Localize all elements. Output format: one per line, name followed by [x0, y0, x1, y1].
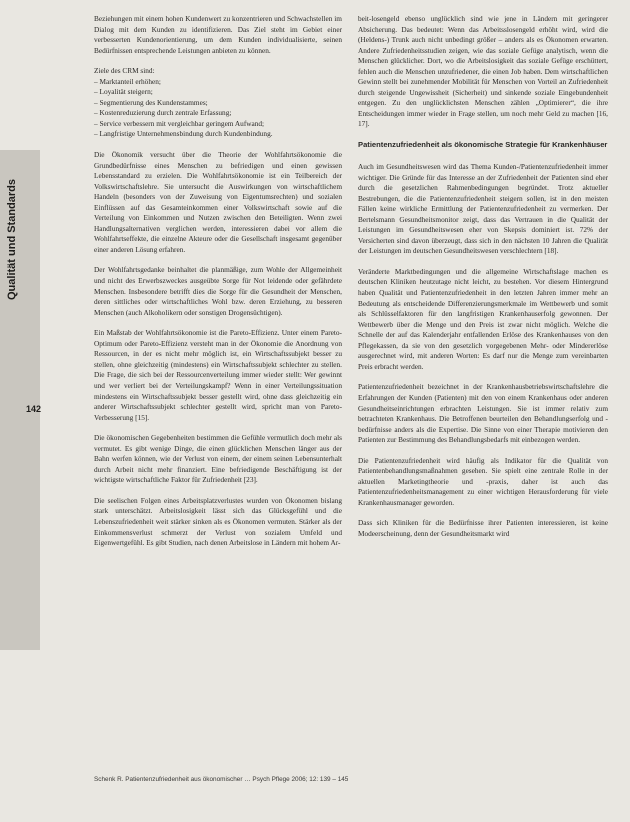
unemployment-paragraph: Die seelischen Folgen eines Arbeitsplatzverlustes wurden von Ökonomen bislang stark unterschätzt. Arbeitslosigkeit lässt sich das Glücksgefühl und die Lebenszufriedenheit weit stärker sinken als es Ökonomen vermuten. Stärker als der Einkommensverlust schmerzt der Verlust von sozialem Umfeld und Eigenwertgefühl. Es gibt Studien, nach denen Arbeitslose in Ländern mit hohem Ar- — [94, 495, 342, 548]
happiness-paragraph: Die ökonomischen Gegebenheiten bestimmen die Gefühle vermutlich doch mehr als vermutet. Es gibt wenige Dinge, die einen glücklichen Menschen länger aus der Bahn werfen können, wie der Verlust von einem, der einem seinen Lebensunterhalt durch Arbeit nicht mehr finanziert. Eine befriedigende Beschäftigung ist der wichtigste wirtschaftliche Faktor für Zufriedenheit [23]. — [94, 433, 342, 485]
patient-paragraph: Auch im Gesundheitswesen wird das Thema Kunden-/Patientenzufriedenheit immer wichtiger. Die Gründe für das Interesse an der Zufriedenheit der Patienten sind eher durch die gesetzlichen Rahmenbedingungen begründet. Trotz aktueller Bestrebungen, die die Patientenzufriedenheit steigern sollen, ist in den meisten Fällen keine wirkliche Ermittlung der Patientenzufriedenheit zu vermerken. Der Bertelsmann Gesundheitsmonitor zeigt, dass das Vertrauen in die Qualität der Leistungen im Gesundheitswesen eher von Skepsis dominiert ist. 72% der Versicherten sind davon überzeugt, dass sich in den nächsten 10 Jahren die Qualität der Leistungen im deutschen Gesundheitswesen verschlechtern [18]. — [358, 162, 608, 256]
section-heading: Patientenzufriedenheit als ökonomische Strategie für Krankenhäuser — [358, 140, 608, 150]
market-paragraph: Veränderte Marktbedingungen und die allgemeine Wirtschaftslage machen es deutschen Kliniken heutzutage nicht leicht, zu bestehen. Vor diesem Hintergrund haben Qualität und Patientenzufriedenheit in den letzten Jahren immer mehr an Bedeutung als entscheidende Differenzierungsmerkmale im Wettbewerb und somit als Schlüsselfaktoren für den langfristigen Krankenhauserfolg gewonnen. Der Wettbewerb über die Menge und den Preis ist zwar nicht möglich. Welche die Schnelle der auf das Kalenderjahr entfallenden Erlöse des Krankenhauses von den Pflegekassen, da sie von den gesetzlich vorgegebenen Mehr- oder Mindererlöse ausgerechnet wird, mit anderen Worten: Es darf nur die Menge zum vereinbarten Preis erbracht werden. — [358, 266, 608, 371]
closing-paragraph: Dass sich Kliniken für die Bedürfnisse ihrer Patienten interessieren, ist keine Modeerscheinung, denn der Gesundheitsmarkt wird — [358, 518, 608, 538]
satisfaction-paragraph: Patientenzufriedenheit bezeichnet in der Krankenhausbetriebswirtschaftslehre die Erfahrungen der Kunden (Patienten) mit den von einem Krankenhaus oder anderen Gesundheitseinrichtungen erbrachten Leistungen. Sie ist immer relativ zum betrachteten Krankenhaus. Die Betroffenen beurteilen den Behandlungserfolg und -bedürfnisse anders als die Expertise. Die Sinne von einer Therapie motivieren den Patienten zur Bestimmung des Behandlungsbedarfs mit einbezogen werden. — [358, 382, 608, 445]
list-item: – Segmentierung des Kundenstammes; — [94, 98, 342, 109]
list-item: – Service verbessern mit vergleichbar geringem Aufwand; — [94, 119, 342, 130]
left-column — [94, 14, 342, 555]
indicator-paragraph: Die Patientenzufriedenheit wird häufig als Indikator für die Qualität von Patientenbehandlungsmaßnahmen gesehen. Sie spielt eine zentrale Rolle in der aktuellen Marketingtheorie und -praxis, daher ist auch das Patientenzufriedenheitsmanagement zu einer wichtigen Herausforderung für viele Krankenhausmanager geworden. — [358, 455, 608, 507]
continuation-paragraph: beit-losengeld ebenso unglücklich sind wie jene in Ländern mit geringerer Absicherung. Das bedeutet: Wenn das Arbeitsslosengeld erhöht wird, wird die (Heldens-) Trunk auch nicht unbedingt größer – anders als es Ökonomen erwarten. Andere Zufriedenheitsstudien zeigen, wie das soziale Gefüge analytisch, wenn die Menschen glücklicher. Dort, wo die Arbeitslosigkeit das soziale Gefüge erschüttert, fehlen auch die Menschen unzufriedener, die einen Job haben. Dem wirtschaftlichen Gewinn stellt bei zunehmender Mobilität für Menschen von Vorteil an Zufriedenheit durch steigende Ungewissheit (Sicherheit) und sinkende soziale Eingebundenheit entgegen. Zu den unglücklichsten Menschen zählen „Optimierer“, die ihre Entscheidungen immer wieder in Frage stellen, um noch mehr Geld zu machen [16, 17]. — [358, 14, 608, 129]
right-column — [358, 14, 608, 546]
state-paragraph: Der Wohlfahrtsgedanke beinhaltet die planmäßige, zum Wohle der Allgemeinheit und nicht des Erwerbszweckes ausgeübte Sorge für Not leidende oder gefährdete Menschen. Insbesondere betrifft dies die Sorge für die Gesundheit der Menschen, deren sittliches oder wirtschaftliches Wohl bzw. deren Erziehung, zu besseren Menschen (auch Alkoholikern oder sonstigen Drogensüchtigen). — [94, 265, 342, 317]
welfare-paragraph: Die Ökonomik versucht über die Theorie der Wohlfahrtsökonomie die Grundbedürfnisse eines Menschen zu befriedigen und einen gewissen Lebensstandard zu erzielen. Die Wohlfahrtsökonomie ist ein Teilbereich der Volkswirtschaftslehre. Sie untersucht die Auswirkungen von wirtschaftlichem Handeln (besonders von der Zuweisung von Eigentumsrechten) und sozialen Einflüssen auf das Gesamteinkommen einer Volkswirtschaft sowie auf die Verteilung von Einkommen und Nutzen zwischen den Beteiligten. Wenn zwei Handlungsalternativen verglichen werden, interessieren dabei vor allem die Wohlfahrtseffekte, die einzelne Akteure oder die Gesellschaft insgesamt gegenüber einer anderen Lösung erfahren. — [94, 150, 342, 254]
page-number: 142 — [26, 404, 42, 414]
list-item: – Kostenreduzierung durch zentrale Erfassung; — [94, 108, 342, 119]
pareto-paragraph: Ein Maßstab der Wohlfahrtsökonomie ist die Pareto-Effizienz. Unter einem Pareto-Optimum oder Pareto-Effizienz versteht man in der Ökonomie die Anordnung von Ressourcen, in der es nicht mehr möglich ist, ein Wirtschaftssubjekt besser zu stellen, ohne gleichzeitig (mindestens) ein Wirtschaftssubjekt schlechter zu stellen. Die Frage, die sich bei der Ressourcenverteilung immer wieder stellt: Wer gewinnt und wer verliert bei der Verteilungskampf? Wenn in einer Verteilungssituation mindestens ein Wirtschaftssubjekt besser gestellt wird, ohne dass gleichzeitig ein anderer Wirtschaftssubjekt schlechter gestellt wird, spricht man von Pareto-Verbesserung [15]. — [94, 328, 342, 422]
citation-footer: Schenk R. Patientenzufriedenheit aus ökonomischer … Psych Pflege 2006; 12: 139 – 145 — [94, 776, 349, 783]
list-item: – Marktanteil erhöhen; — [94, 77, 342, 88]
list-item: – Loyalität steigern; — [94, 87, 342, 98]
intro-paragraph: Beziehungen mit einem hohen Kundenwert zu konzentrieren und Schwachstellen im Dialog mit dem Kunden zu identifizieren. Das Ziel steht im Gebiet einer verbesserten Kundenorientierung, um dem Kunden individualisierte, seinen Bedürfnissen entsprechende Leistungen anbieten zu können. — [94, 14, 342, 55]
goals-heading: Ziele des CRM sind: — [94, 66, 155, 76]
list-item: – Langfristige Unternehmensbindung durch Kundenbindung. — [94, 129, 342, 140]
section-title: Qualität und Standards — [6, 178, 18, 300]
goals-list — [94, 77, 342, 140]
